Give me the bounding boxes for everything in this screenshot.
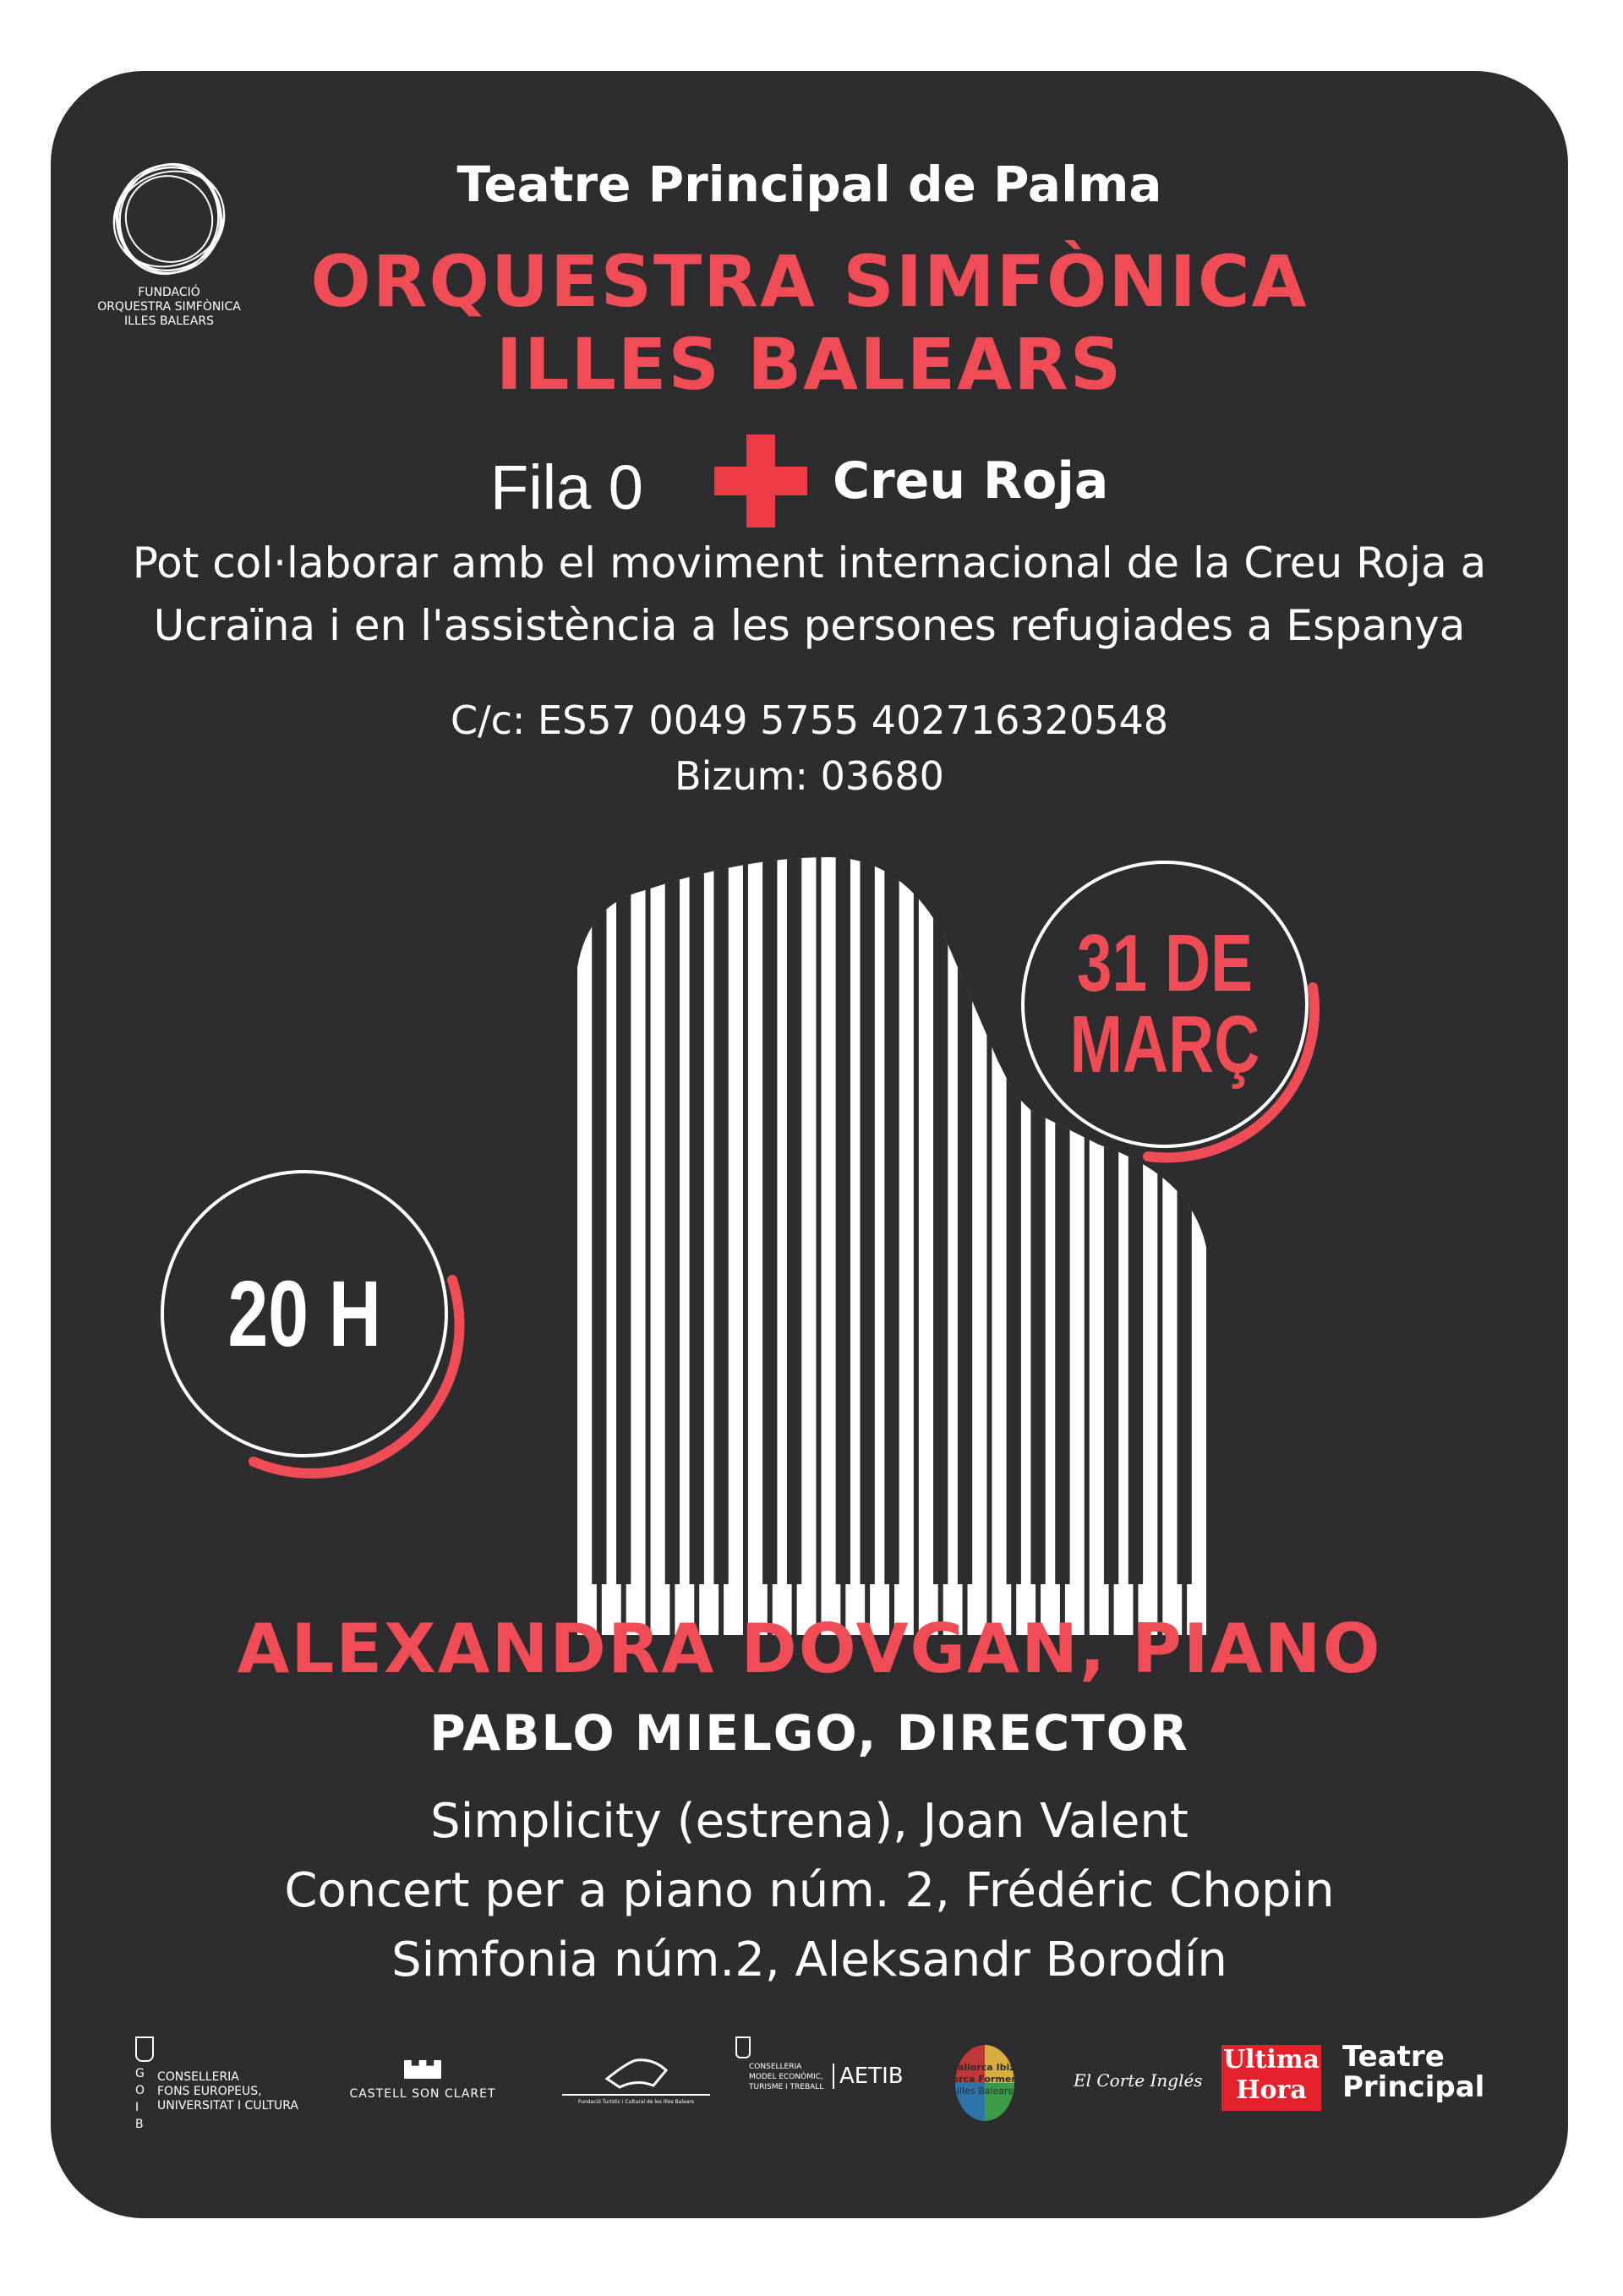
goib-cultura-line2: FONS EUROPEUS, — [157, 2085, 262, 2098]
piano-black-key — [616, 857, 631, 1584]
foundation-logo-line3: ILLES BALEARS — [124, 314, 214, 328]
fundacio-balears-label: Fundació Turístic i Cultural de les Illes Balears — [562, 2094, 710, 2106]
sponsor-castell-son-claret — [325, 2060, 520, 2101]
sponsor-fundacio-balears — [562, 2053, 710, 2106]
fila-label: Fila 0 — [490, 452, 643, 522]
director-name: PABLO MIELGO, DIRECTOR — [429, 1704, 1189, 1762]
red-cross-icon — [714, 435, 807, 528]
sponsor-goib-conselleria-model — [735, 2036, 837, 2155]
sponsor-strip — [51, 2020, 1568, 2189]
illes-balears-line1: Mallorca Ibiza — [948, 2062, 1022, 2073]
teatre-principal-line1: Teatre — [1342, 2040, 1445, 2074]
teatre-principal-line2: Principal — [1342, 2070, 1485, 2104]
fundacio-balears-icon — [603, 2053, 670, 2091]
illes-balears-line3: Illes Balears — [956, 2086, 1014, 2096]
date-circle — [1021, 861, 1309, 1148]
illes-balears-line2: Menorca Formentera — [930, 2074, 1040, 2085]
piano-black-key — [690, 857, 704, 1584]
sponsor-illes-balears — [930, 2036, 1040, 2155]
date-badge — [1021, 861, 1325, 1165]
piano-black-key — [884, 857, 899, 1584]
sponsor-aetib: AETIB — [833, 2064, 904, 2089]
donation-text-line1: Pot col·laborar amb el moviment internacional de la Creu Roja a — [132, 538, 1487, 588]
orchestra-name-line1: ORQUESTRA SIMFÒNICA — [310, 240, 1309, 323]
donation-accounts — [51, 692, 1568, 804]
sponsor-goib-conselleria-cultura — [135, 2036, 330, 2155]
date-text — [1069, 918, 1260, 1090]
program-list — [51, 1787, 1568, 1995]
piano-black-key — [713, 857, 728, 1584]
sponsor-ultima-hora — [1221, 2045, 1321, 2111]
foundation-logo-line2: ORQUESTRA SIMFÒNICA — [97, 300, 241, 314]
time-badge — [161, 1170, 465, 1474]
goib-crest-icon — [735, 2036, 751, 2058]
sponsor-el-corte-ingles: El Corte Inglés — [1074, 2070, 1203, 2091]
piano-black-key — [592, 857, 606, 1584]
goib-model-line1: CONSELLERIA — [749, 2063, 802, 2071]
goib-letters: G O I B — [135, 2067, 145, 2131]
piano-black-key — [958, 857, 972, 1584]
piano-black-key — [665, 857, 680, 1584]
sponsor-teatre-principal — [1342, 2042, 1484, 2102]
date-day: 31 DE — [1076, 918, 1254, 1009]
time-circle — [161, 1170, 448, 1457]
piano-black-key — [1007, 857, 1021, 1584]
creu-roja-label: Creu Roja — [833, 451, 1109, 511]
foundation-logo-line1: FUNDACIÓ — [138, 286, 200, 299]
orchestra-name-line2: ILLES BALEARS — [495, 323, 1123, 406]
goib-model-line2: MODEL ECONÒMIC, — [749, 2073, 823, 2081]
date-month: MARÇ — [1069, 999, 1260, 1090]
soloist-name: ALEXANDRA DOVGAN, PIANO — [237, 1610, 1382, 1688]
venue-title: Teatre Principal de Palma — [456, 156, 1162, 213]
donation-text — [51, 532, 1568, 657]
program-item: Simfonia núm.2, Aleksandr Borodín — [391, 1932, 1227, 1987]
goib-cultura-line1: CONSELLERIA — [157, 2070, 239, 2084]
piano-black-key — [836, 857, 850, 1584]
donation-text-line2: Ucraïna i en l'assistència a les persones refugiades a Espanya — [153, 601, 1466, 650]
event-poster — [51, 71, 1568, 2218]
castell-label: CASTELL SON CLARET — [349, 2087, 496, 2101]
program-item: Simplicity (estrena), Joan Valent — [430, 1794, 1189, 1849]
goib-model-line3: TURISME I TREBALL — [749, 2083, 824, 2091]
piano-black-key — [762, 857, 777, 1584]
orchestra-name — [51, 240, 1568, 406]
goib-crest-icon — [135, 2036, 154, 2062]
ultima-hora-line1: Ultima — [1223, 2045, 1320, 2075]
castle-icon — [404, 2060, 441, 2079]
piano-black-key — [787, 857, 801, 1584]
time-text: 20 H — [227, 1261, 381, 1366]
goib-cultura-line3: UNIVERSITAT I CULTURA — [157, 2099, 298, 2113]
piano-black-key — [933, 857, 948, 1584]
piano-black-key — [861, 857, 875, 1584]
ultima-hora-line2: Hora — [1236, 2075, 1307, 2105]
bank-account: C/c: ES57 0049 5755 402716320548 — [450, 697, 1169, 743]
bizum-code: Bizum: 03680 — [675, 753, 944, 799]
program-item: Concert per a piano núm. 2, Frédéric Chopin — [284, 1863, 1335, 1918]
